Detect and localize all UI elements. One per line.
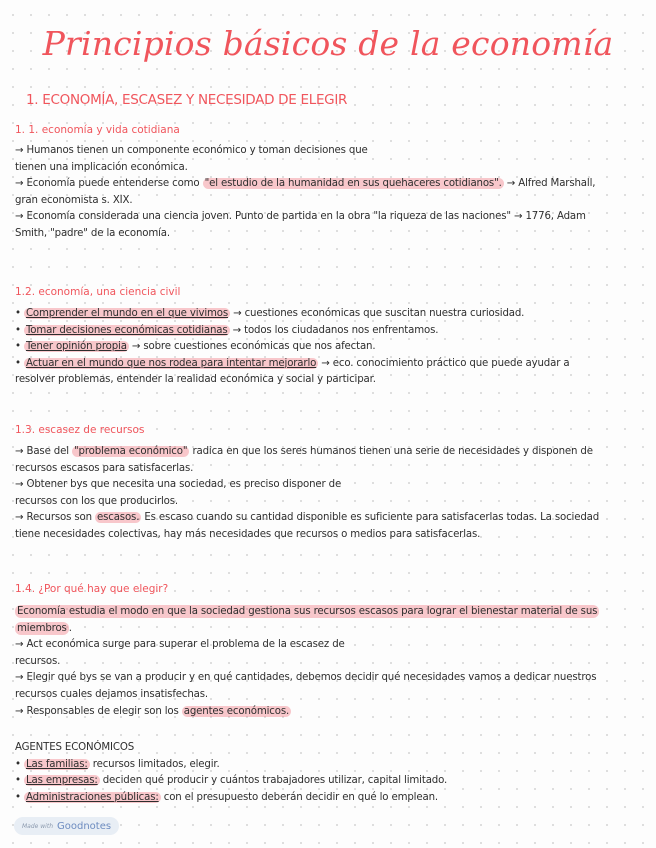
subheading-1-1: 1. 1. economía y vida cotidiana [15, 124, 180, 136]
badge-made-text: Made with [22, 822, 53, 830]
bullet-item: • Tener opinión propia → sobre cuestiones económicas que nos afectan. [15, 341, 376, 353]
bullet-item: • Administraciones públicas: con el presupuesto deberán decidir en qué lo emplean. [15, 791, 438, 803]
text-line: → Elegir qué bys se van a producir y en qué cantidades, debemos decidir qué necesidades vamos a dedicar nuestros [15, 672, 597, 684]
text-line: recursos. [15, 655, 61, 667]
section-1-3-body [15, 444, 639, 544]
text-line: resolver problemas, entender la realidad económica y social y participar. [15, 374, 376, 386]
text-line: gran economista s. XIX. [15, 194, 133, 206]
badge-brand-text: Goodnotes [57, 820, 112, 832]
bullet-item: • Las familias: recursos limitados, elegir. [15, 758, 220, 770]
section-1-1-body [15, 143, 639, 243]
highlighted-definition: Economía estudia el modo en que la sociedad gestiona sus recursos escasos para lograr el bienestar material de sus miembros . [17, 606, 598, 634]
text-line: recursos escasos para satisfacerlas. [15, 462, 194, 474]
text-line: → Economía puede entenderse como "el estudio de la humanidad en sus quehaceres cotidianos". → Alfred Marshall, [15, 178, 596, 190]
subheading-1-2: 1.2. economía, una ciencia civil [15, 286, 181, 298]
text-line: recursos con los que producirlos. [15, 495, 178, 507]
text-line: → Responsables de elegir son los agentes económicos. [15, 705, 290, 717]
bullet-item: • Actuar en el mundo que nos rodea para intentar mejorarlo → eco. conocimiento práctico que puede ayudar a [15, 357, 570, 369]
bullet-item: • Tomar decisiones económicas cotidianas → todos los ciudadanos nos enfrentamos. [15, 324, 439, 336]
highlight: "el estudio de la humanidad en sus quehaceres cotidianos". [204, 178, 502, 190]
agents-heading: AGENTES ECONÓMICOS [15, 742, 135, 753]
subheading-1-4: 1.4. ¿Por qué hay que elegir? [15, 583, 169, 595]
text-line: → Recursos son escasos. Es escaso cuando su cantidad disponible es suficiente para satisfacerlas todas. La sociedad [15, 512, 600, 524]
bullet-item: • Las empresas: deciden qué producir y cuántos trabajadores utilizar, capital limitado. [15, 775, 448, 787]
agents-section [15, 740, 639, 806]
section-1-2-body [15, 306, 639, 389]
text-line: tienen una implicación económica. [15, 161, 188, 173]
text-line: tiene necesidades colectivas, hay más necesidades que recursos o medios para satisfacerlas. [15, 528, 481, 540]
page-title: Principios básicos de la economía [42, 24, 614, 63]
text-line: → Obtener bys que necesita una sociedad, es preciso disponer de [15, 479, 342, 491]
text-line: → Base del "problema económico" radica en que los seres humanos tienen una serie de necesidades y disponen de [15, 446, 593, 457]
text-line: recursos cuales dejamos insatisfechas. [15, 688, 208, 700]
section-1-4-body [15, 604, 639, 720]
section-heading-1: 1. ECONOMÍA, ESCASEZ Y NECESIDAD DE ELEGIR [26, 92, 348, 108]
subheading-1-3: 1.3. escasez de recursos [15, 424, 145, 436]
text-line: Smith, "padre" de la economía. [15, 227, 170, 239]
text-line: → Humanos tienen un componente económico y toman decisiones que [15, 145, 368, 156]
goodnotes-badge [14, 817, 119, 835]
text-line: → Economía considerada una ciencia joven. Punto de partida en la obra "la riqueza de las naciones" → 1776, Adam [15, 211, 586, 223]
text-line: → Act económica surge para superar el problema de la escasez de [15, 639, 345, 651]
bullet-item: • Comprender el mundo en el que vivimos → cuestiones económicas que suscitan nuestra curiosidad. [15, 308, 525, 319]
